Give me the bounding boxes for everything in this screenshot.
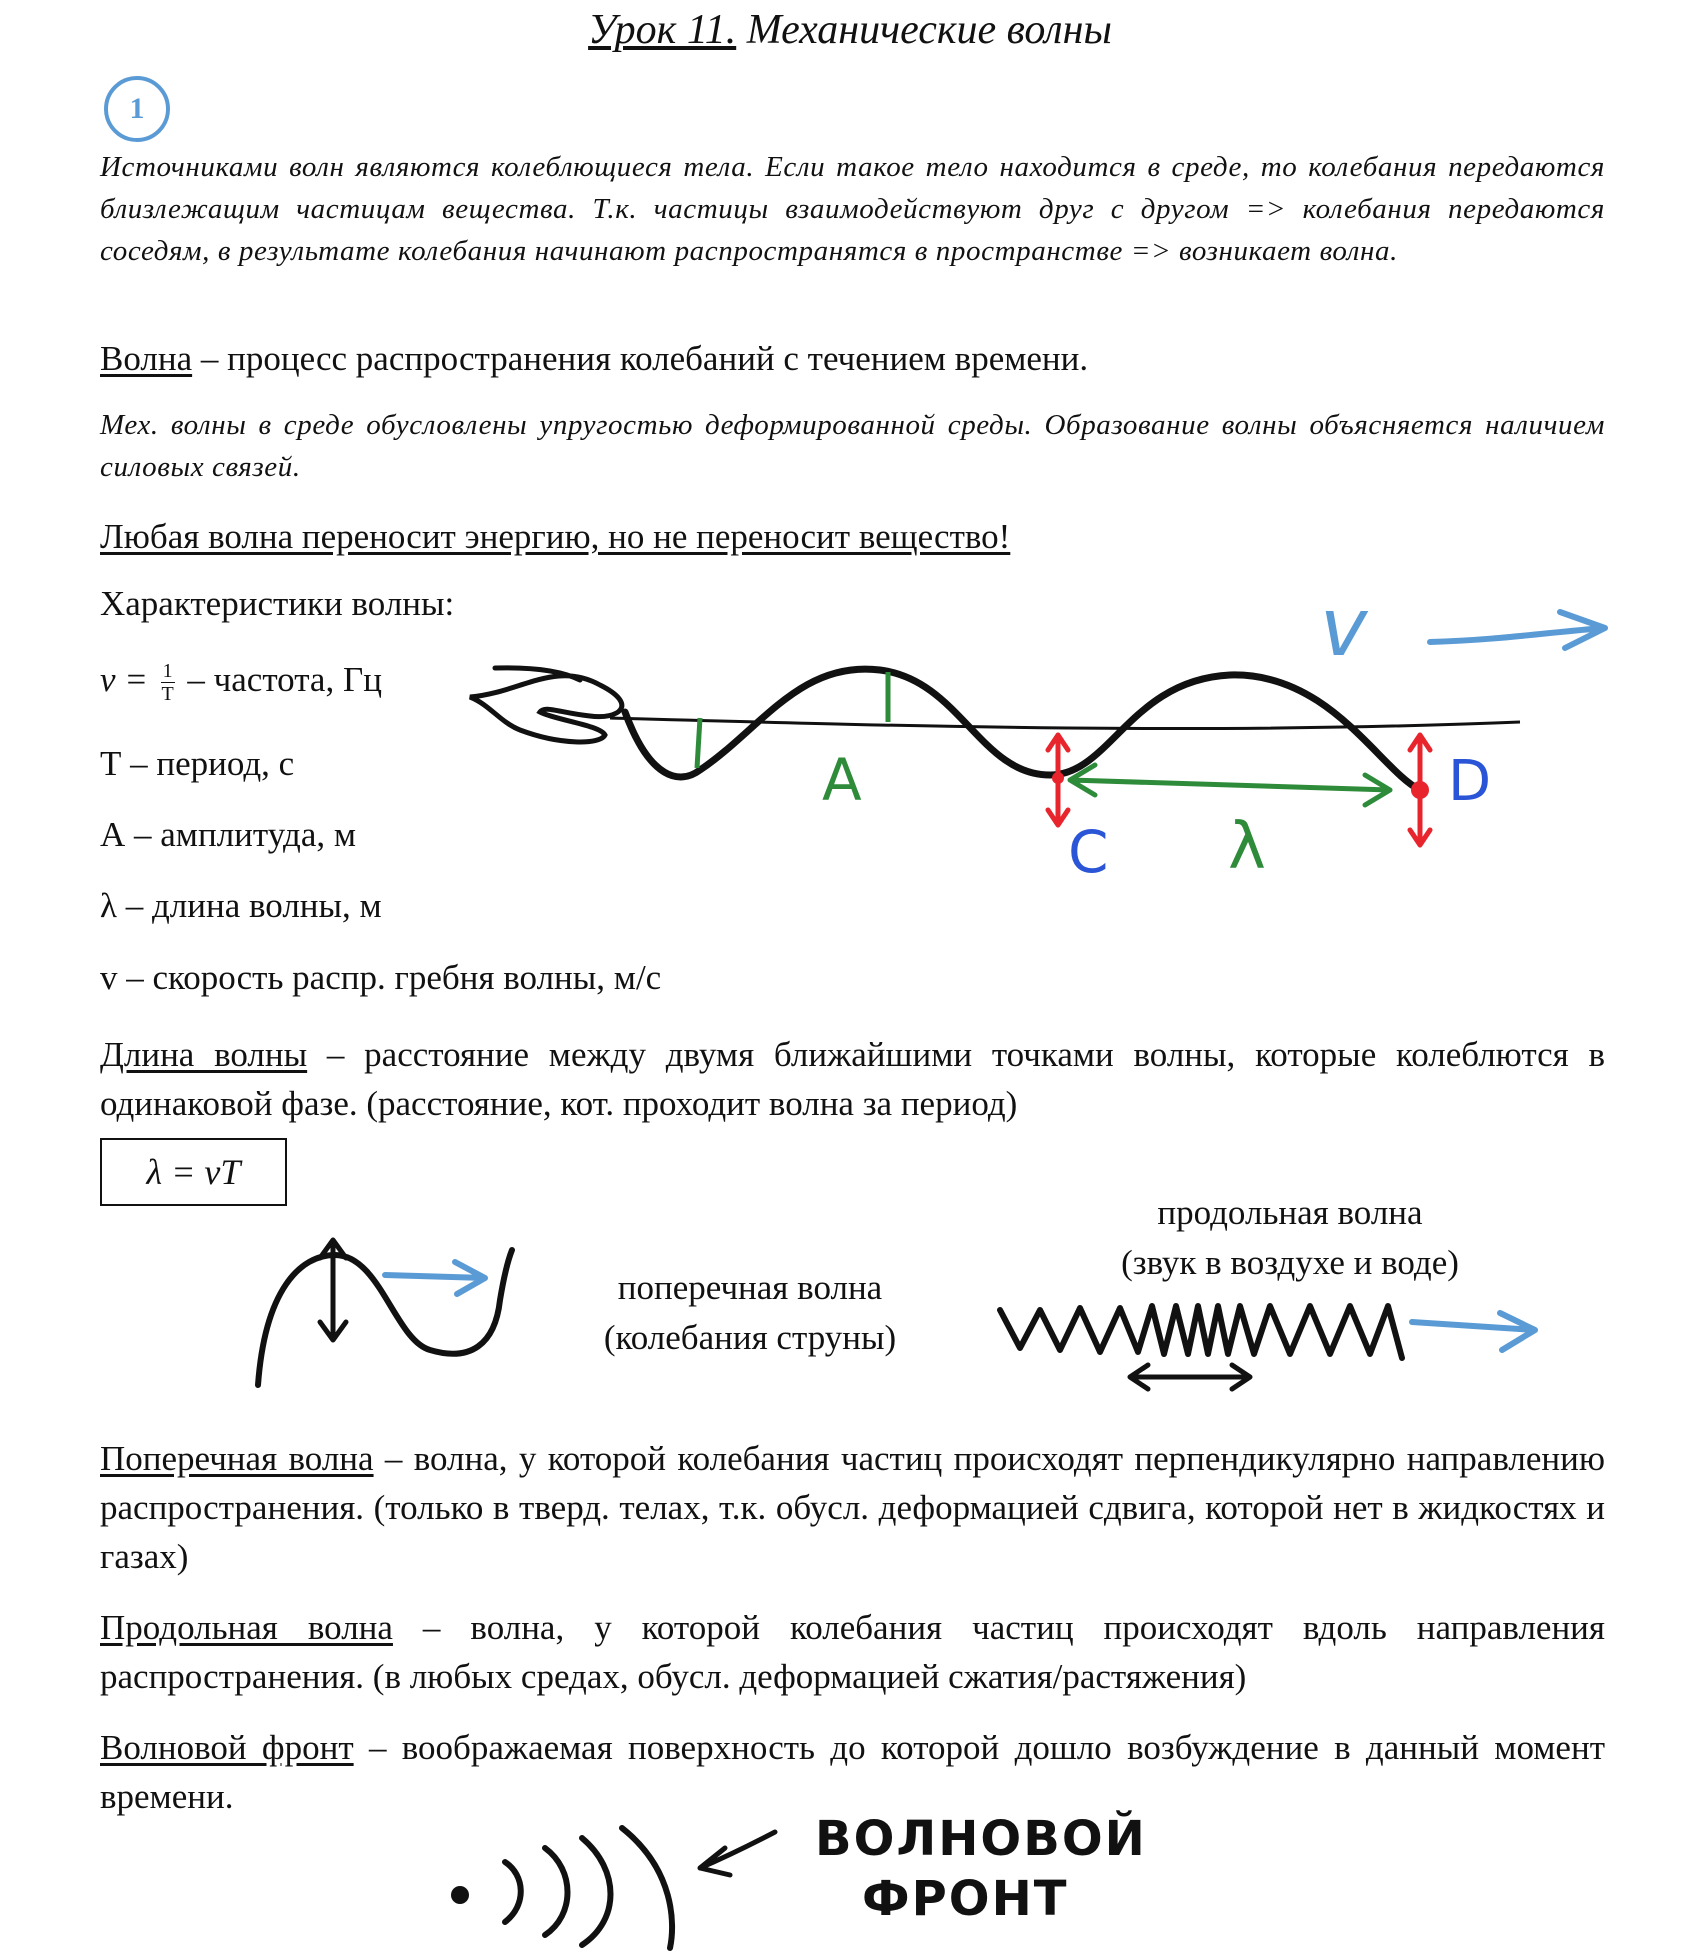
longitudinal-caption-line2: (звук в воздухе и воде) — [1121, 1243, 1459, 1282]
transverse-caption-line1: поперечная волна — [617, 1268, 883, 1307]
char-speed: v – скорость распр. гребня волны, м/с — [100, 958, 662, 997]
longitudinal-definition-text: – волна, у которой колебания частиц происходят вдоль направления распространения. (в любых средах, обусл. деформацией сжатия/растяжения) — [100, 1608, 1606, 1696]
energy-rule-text: Любая волна переносит энергию, но не переносит вещество! — [100, 517, 1011, 556]
fraction-denominator: T — [161, 683, 174, 706]
wavelength-formula: λ = vT — [100, 1138, 287, 1206]
wavelength-term: Длина волны — [100, 1035, 308, 1074]
section-number-badge: 1 — [104, 76, 170, 142]
wavefront-arc-3 — [582, 1838, 611, 1945]
wavefront-definition-text: – воображаемая поверхность до которой дошло возбуждение в данный момент времени. — [100, 1728, 1605, 1816]
label-a: A — [822, 746, 862, 814]
char-amplitude: А – амплитуда, м — [100, 815, 357, 854]
wavefront-arc-2 — [545, 1848, 568, 1935]
wavefront-label-line2: ФРОНТ — [862, 1871, 1069, 1927]
frequency-text: – частота, Гц — [187, 660, 382, 699]
fraction-numerator: 1 — [162, 660, 173, 683]
transverse-caption-line2: (колебания струны) — [603, 1318, 897, 1357]
label-lambda: λ — [1228, 810, 1266, 884]
wavefront-term: Волновой фронт — [100, 1728, 354, 1767]
lesson-number: Урок 11. — [588, 7, 737, 53]
label-c: C — [1068, 818, 1109, 886]
wavefront-arc-1 — [505, 1862, 521, 1922]
intro-paragraph: Источниками волн являются колеблющиеся тела. Если такое тело находится в среде, то колебания передаются близлежащим частицам вещества. Т.к. частицы взаимодействуют друг с другом => колебания передаются соседям, в результате колебания начинают распространятся в пространстве => возникает волна. — [100, 151, 1605, 267]
transverse-term: Поперечная волна — [100, 1439, 374, 1478]
wave-term: Волна — [100, 339, 193, 378]
label-d: D — [1448, 749, 1492, 814]
wave-definition-text: – процесс распространения колебаний с течением времени. — [192, 339, 1089, 378]
wavefront-arc-4 — [622, 1828, 672, 1948]
char-wavelength: λ – длина волны, м — [100, 886, 382, 925]
longitudinal-term: Продольная волна — [100, 1608, 393, 1647]
nu-symbol: ν = — [100, 660, 148, 699]
longitudinal-caption-line1: продольная волна — [1157, 1193, 1423, 1232]
wavefront-label-line1: ВОЛНОВОЙ — [815, 1811, 1147, 1867]
wave-source-dot — [451, 1886, 469, 1904]
wavefront-pointer-arrow — [700, 1832, 775, 1875]
mechanical-note: Мех. волны в среде обусловлены упругостью деформированной среды. Образование волны объясняется наличием силовых связей. — [100, 409, 1605, 483]
wavelength-definition-text: – расстояние между двумя ближайшими точками волны, которые колеблются в одинаковой фазе. (расстояние, кот. проходит волна за период) — [100, 1035, 1605, 1123]
lesson-topic: Механические волны — [736, 7, 1112, 53]
char-period: Т – период, с — [100, 744, 295, 783]
transverse-definition-text: – волна, у которой колебания частиц происходят перпендикулярно направлению распространения. (только в тверд. телах, т.к. обусл. деформацией сдвига, которой нет в жидкостях и газах) — [100, 1439, 1605, 1576]
characteristics-title: Характеристики волны: — [100, 584, 455, 623]
label-v: v — [1320, 581, 1368, 674]
